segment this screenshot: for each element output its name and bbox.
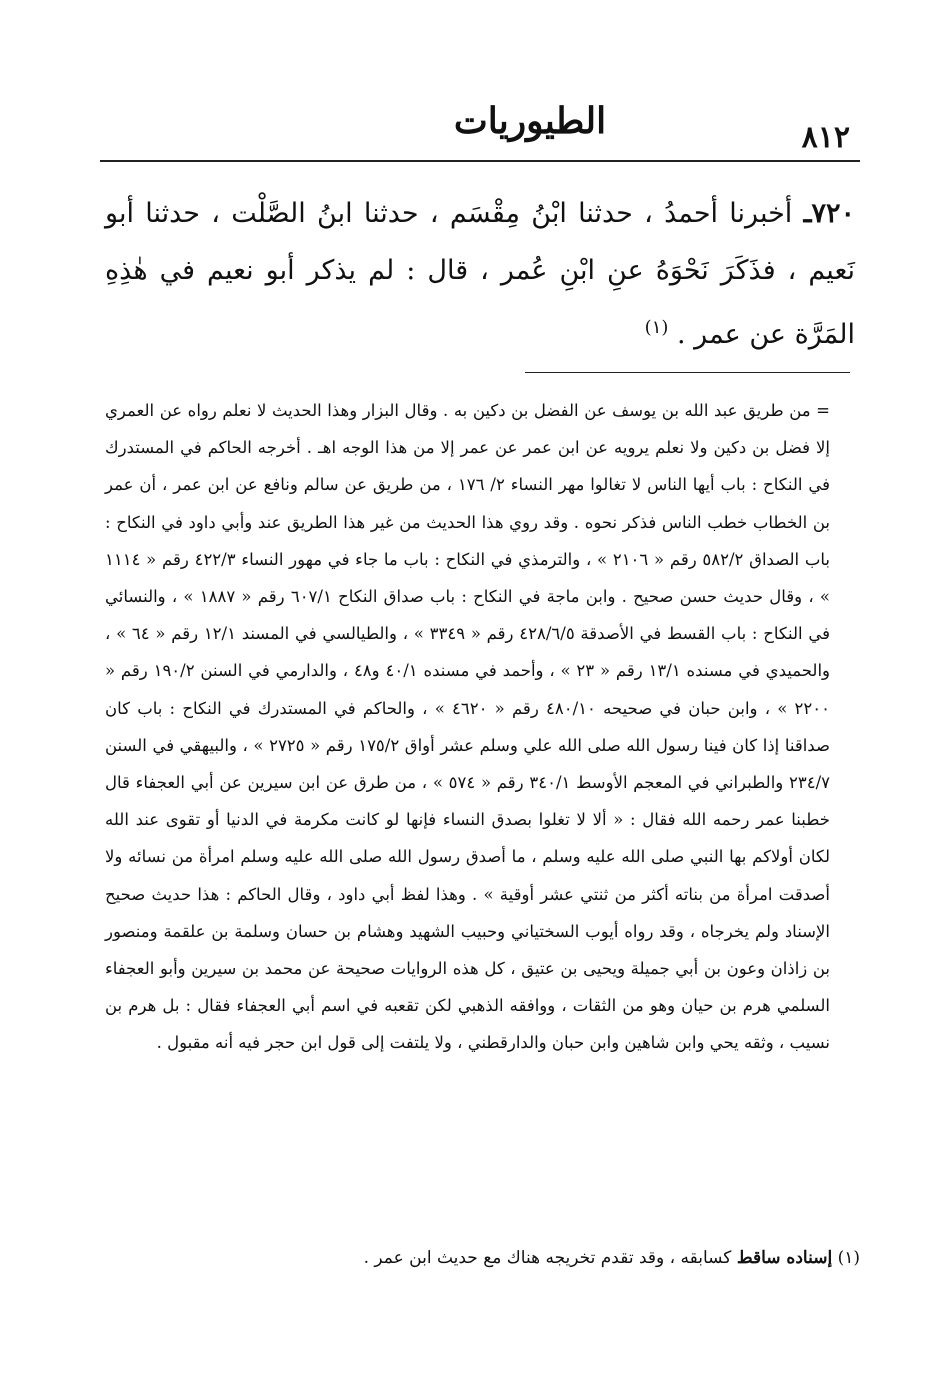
book-title: الطيوريات (453, 100, 607, 142)
page-header (100, 92, 860, 155)
footnote (105, 1243, 860, 1273)
hadith-text: أخبرنا أحمدُ ، حدثنا ابْنُ مِقْسَم ، حدثنا ابنُ الصَّلْت ، حدثنا أبو نَعيم ، فذَكَرَ نَحْوَهُ عنِ ابْنِ عُمر ، قال : لم يذكر أبو نعيم في هٰذِهِ المَرَّة عن عمر . (105, 198, 855, 350)
header-divider (100, 160, 860, 162)
footnote-reference: (١) (644, 317, 669, 338)
hadith-number: ٧٢٠ـ (803, 198, 855, 229)
footnote-text: كسابقه ، وقد تقدم تخريجه هناك مع حديث ابن عمر . (363, 1248, 732, 1268)
takhrij-notes (105, 392, 830, 1062)
footnote-marker: (١) (837, 1248, 860, 1268)
page-number: ٨١٢ (801, 120, 850, 155)
footnote-verdict: إسناده ساقط (736, 1248, 833, 1268)
notes-divider (525, 372, 850, 373)
hadith-entry (105, 185, 855, 363)
notes-paragraph: = من طريق عبد الله بن يوسف عن الفضل بن دكين به . وقال البزار وهذا الحديث لا نعلم رواه عن العمري إلا فضل بن دكين ولا نعلم يرويه عن ابن عمر عن عمر إلا من هذا الوجه اهـ . أخرجه الحاكم في المستدرك في النكاح : باب أيها الناس لا تغالوا مهر النساء ٢/ ١٧٦ ، من طريق عن سالم ونافع عن ابن عمر ، أن عمر بن الخطاب خطب الناس فذكر نحوه . وقد روي هذا الحديث من غير هذا الطريق عند وأبي داود في النكاح : باب الصداق ٥٨٢/٢ رقم « ٢١٠٦ » ، والترمذي في النكاح : باب ما جاء في مهور النساء ٤٢٢/٣ رقم « ١١١٤ » ، وقال حديث حسن صحيح . وابن ماجة في النكاح : باب صداق النكاح ٦٠٧/١ رقم « ١٨٨٧ » ، والنسائي في النكاح : باب القسط في الأصدقة ٤٢٨/٦/٥ رقم « ٣٣٤٩ » ، والطيالسي في المسند ١٢/١ رقم « ٦٤ » ، والحميدي في مسنده ١٣/١ رقم « ٢٣ » ، وأحمد في مسنده ٤٠/١ و٤٨ ، والدارمي في السنن ١٩٠/٢ رقم « ٢٢٠٠ » ، وابن حبان في صحيحه ٤٨٠/١٠ رقم « ٤٦٢٠ » ، والحاكم في المستدرك في النكاح : باب كان صداقنا إذا كان فينا رسول الله صلى الله علي وسلم عشر أواق ١٧٥/٢ رقم « ٢٧٢٥ » ، والبيهقي في السنن ٢٣٤/٧ والطبراني في المعجم الأوسط ٣٤٠/١ رقم « ٥٧٤ » ، من طرق عن ابن سيرين عن أبي العجفاء قال خطبنا عمر رحمه الله فقال : « ألا لا تغلوا بصدق النساء فإنها لو كانت مكرمة في الدنيا أو تقوى عند الله لكان أولاكم بها النبي صلى الله عليه وسلم ، ما أصدق رسول الله صلى الله عليه وسلم امرأة من نسائه ولا أصدقت امرأة من بناته أكثر من ثنتي عشر أوقية » . وهذا لفظ أبي داود ، وقال الحاكم : هذا حديث صحيح الإسناد ولم يخرجاه ، وقد رواه أيوب السختياني وحبيب الشهيد وهشام بن حسان وسلمة بن علقمة ومنصور بن زاذان وعون بن أبي جميلة ويحيى بن عتيق ، كل هذه الروايات صحيحة عن محمد بن سيرين وأبو العجفاء السلمي هرم بن حيان وهو من الثقات ، ووافقه الذهبي لكن تقعبه في اسم أبي العجفاء فقال : بل هرم بن نسيب ، وثقه يحي وابن شاهين وابن حبان والدارقطني ، ولا يلتفت إلى قول ابن حجر فيه أنه مقبول . (105, 401, 830, 1053)
